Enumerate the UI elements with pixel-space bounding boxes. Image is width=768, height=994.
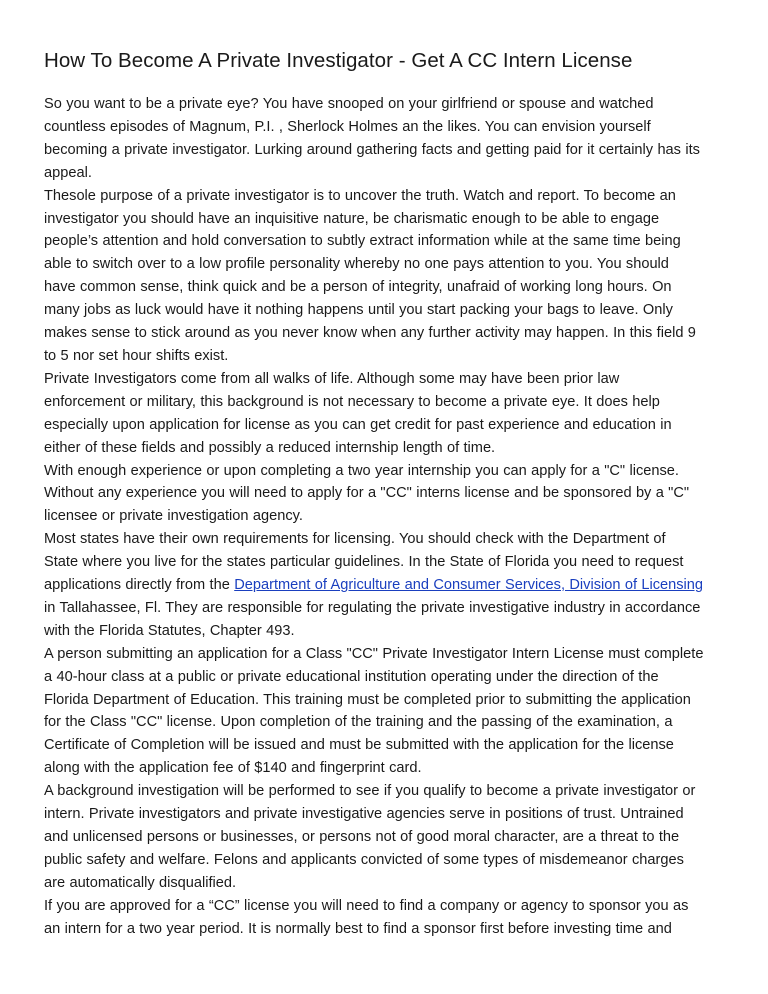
text-line: either of these fields and possibly a reduced internship length of time. [44, 439, 496, 456]
text-line: Most states have their own requirements for licensing. You should check with the Department of [44, 531, 666, 548]
paragraph-background-check [44, 780, 744, 895]
text-line: licensee or private investigation agency. [44, 508, 303, 525]
text-line: are automatically disqualified. [44, 874, 237, 891]
paragraph-background [44, 368, 744, 460]
text-line: able to switch over to a low profile personality whereby no one pays attention to you. You should [44, 256, 669, 273]
text-line: along with the application fee of $140 and fingerprint card. [44, 760, 422, 777]
text-line: State where you live for the states particular guidelines. In the State of Florida you need to request [44, 554, 684, 571]
text-line: Florida Department of Education. This training must be completed prior to submitting the application [44, 691, 691, 708]
text-line-with-link [44, 574, 744, 597]
text-line: countless episodes of Magnum, P.I. , Sherlock Holmes an the likes. You can envision yourself [44, 118, 651, 135]
paragraph-purpose [44, 185, 744, 368]
text-line: for the Class "CC" license. Upon completion of the training and the passing of the examination, a [44, 714, 673, 731]
text-line: an intern for a two year period. It is normally best to find a sponsor first before investing time and [44, 920, 672, 937]
paragraph-state-requirements [44, 528, 744, 643]
text-line: Private Investigators come from all walks of life. Although some may have been prior law [44, 370, 620, 387]
paragraph-cc-application [44, 643, 744, 780]
text-line: people’s attention and hold conversation to subtly extract information while at the same time being [44, 233, 681, 250]
text-line: Thesole purpose of a private investigator is to uncover the truth. Watch and report. To become an [44, 187, 676, 204]
text-line: Without any experience you will need to apply for a "CC" interns license and be sponsored by a "C" [44, 485, 690, 502]
text-line: So you want to be a private eye? You have snooped on your girlfriend or spouse and watched [44, 96, 654, 112]
text-line: public safety and welfare. Felons and applicants convicted of some types of misdemeanor charges [44, 851, 684, 868]
text-line: becoming a private investigator. Lurking around gathering facts and getting paid for it certainly has its [44, 141, 700, 158]
text-line: especially upon application for license as you can get credit for past experience and education in [44, 416, 672, 433]
text-line: intern. Private investigators and private investigative agencies serve in positions of trust. Untrained [44, 806, 684, 823]
text-line: enforcement or military, this background is not necessary to become a private eye. It does help [44, 393, 660, 410]
text-line: appeal. [44, 164, 92, 181]
page-title: How To Become A Private Investigator - Get A CC Intern License [44, 49, 633, 72]
text-line: With enough experience or upon completing a two year internship you can apply for a "C" license. [44, 462, 679, 479]
paragraph-license-types [44, 460, 744, 529]
text-line: investigator you should have an inquisitive nature, be charismatic enough to be able to engage [44, 210, 660, 227]
link-prefix-text: applications directly from the [44, 577, 235, 594]
text-line: and unlicensed persons or businesses, or persons not of good moral character, are a threat to the [44, 829, 680, 845]
text-line: makes sense to stick around as you never know when any further activity may happen. In this field 9 [44, 325, 696, 342]
text-line: a 40-hour class at a public or private educational institution operating under the direction of the [44, 668, 659, 685]
text-line: with the Florida Statutes, Chapter 493. [44, 622, 295, 639]
licensing-division-link[interactable]: Department of Agriculture and Consumer Services, Division of Licensing [234, 577, 704, 594]
document-page [44, 46, 744, 941]
text-line: to 5 nor set hour shifts exist. [44, 347, 229, 364]
paragraph-intro [44, 93, 744, 185]
text-line: A person submitting an application for a Class "CC" Private Investigator Intern License must complete [44, 645, 704, 662]
text-line: many jobs as luck would have it nothing happens until you start packing your bags to leave. Only [44, 302, 673, 319]
text-line: A background investigation will be performed to see if you qualify to become a private investigator or [44, 783, 696, 800]
paragraph-sponsorship [44, 895, 744, 941]
text-line: If you are approved for a “CC” license you will need to find a company or agency to sponsor you as [44, 897, 689, 914]
text-line: in Tallahassee, Fl. They are responsible for regulating the private investigative industry in accordance [44, 599, 701, 616]
text-line: have common sense, think quick and be a person of integrity, unafraid of working long hours. On [44, 279, 672, 296]
text-line: Certificate of Completion will be issued and must be submitted with the application for the license [44, 737, 674, 754]
